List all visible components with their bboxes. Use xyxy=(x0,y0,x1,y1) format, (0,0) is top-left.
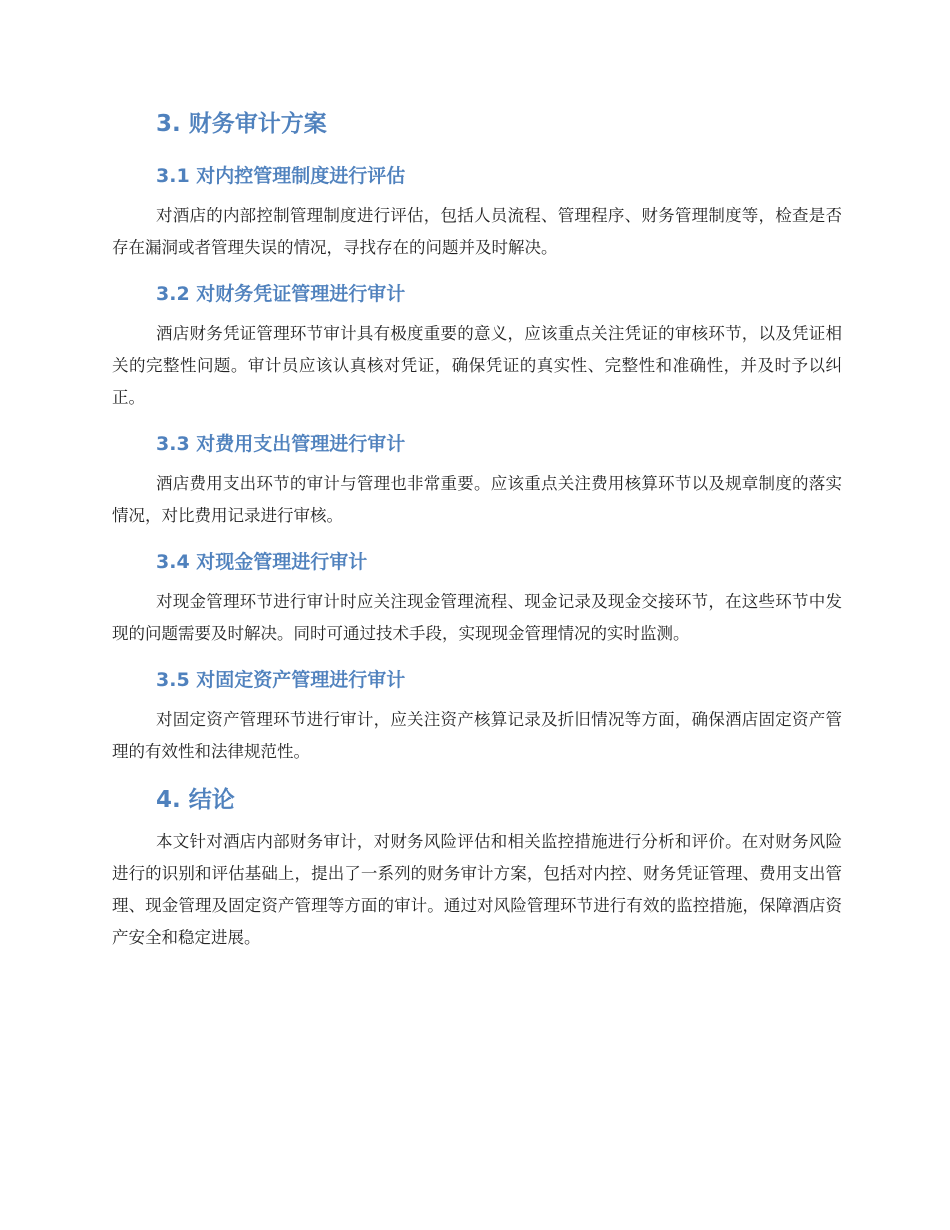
section-3-2-paragraph: 酒店财务凭证管理环节审计具有极度重要的意义，应该重点关注凭证的审核环节，以及凭证相关的完整性问题。审计员应该认真核对凭证，确保凭证的真实性、完整性和准确性，并及时予以纠正。 xyxy=(112,324,842,407)
section-3-1-paragraph: 对酒店的内部控制管理制度进行评估，包括人员流程、管理程序、财务管理制度等，检查是否存在漏洞或者管理失误的情况，寻找存在的问题并及时解决。 xyxy=(112,206,842,257)
section-3-4-paragraph: 对现金管理环节进行审计时应关注现金管理流程、现金记录及现金交接环节，在这些环节中发现的问题需要及时解决。同时可通过技术手段，实现现金管理情况的实时监测。 xyxy=(112,592,842,643)
section-3-3-heading: 3.3 对费用支出管理进行审计 xyxy=(156,433,406,455)
section-3-3-paragraph: 酒店费用支出环节的审计与管理也非常重要。应该重点关注费用核算环节以及规章制度的落实情况，对比费用记录进行审核。 xyxy=(112,474,842,525)
document-page xyxy=(112,108,842,954)
section-3-1-heading: 3.1 对内控管理制度进行评估 xyxy=(156,165,406,187)
section-3-5-paragraph: 对固定资产管理环节进行审计，应关注资产核算记录及折旧情况等方面，确保酒店固定资产管理的有效性和法律规范性。 xyxy=(112,710,842,761)
conclusion-paragraph: 本文针对酒店内部财务审计，对财务风险评估和相关监控措施进行分析和评价。在对财务风险进行的识别和评估基础上，提出了一系列的财务审计方案，包括对内控、财务凭证管理、费用支出管理、现金管理及固定资产管理等方面的审计。通过对风险管理环节进行有效的监控措施，保障酒店资产安全和稳定进展。 xyxy=(112,832,842,947)
section-4-heading: 4. 结论 xyxy=(156,787,235,813)
section-3-heading: 3. 财务审计方案 xyxy=(156,111,327,137)
section-3-5-heading: 3.5 对固定资产管理进行审计 xyxy=(156,669,406,691)
section-3-4-heading: 3.4 对现金管理进行审计 xyxy=(156,551,368,573)
section-3-2-heading: 3.2 对财务凭证管理进行审计 xyxy=(156,283,406,305)
